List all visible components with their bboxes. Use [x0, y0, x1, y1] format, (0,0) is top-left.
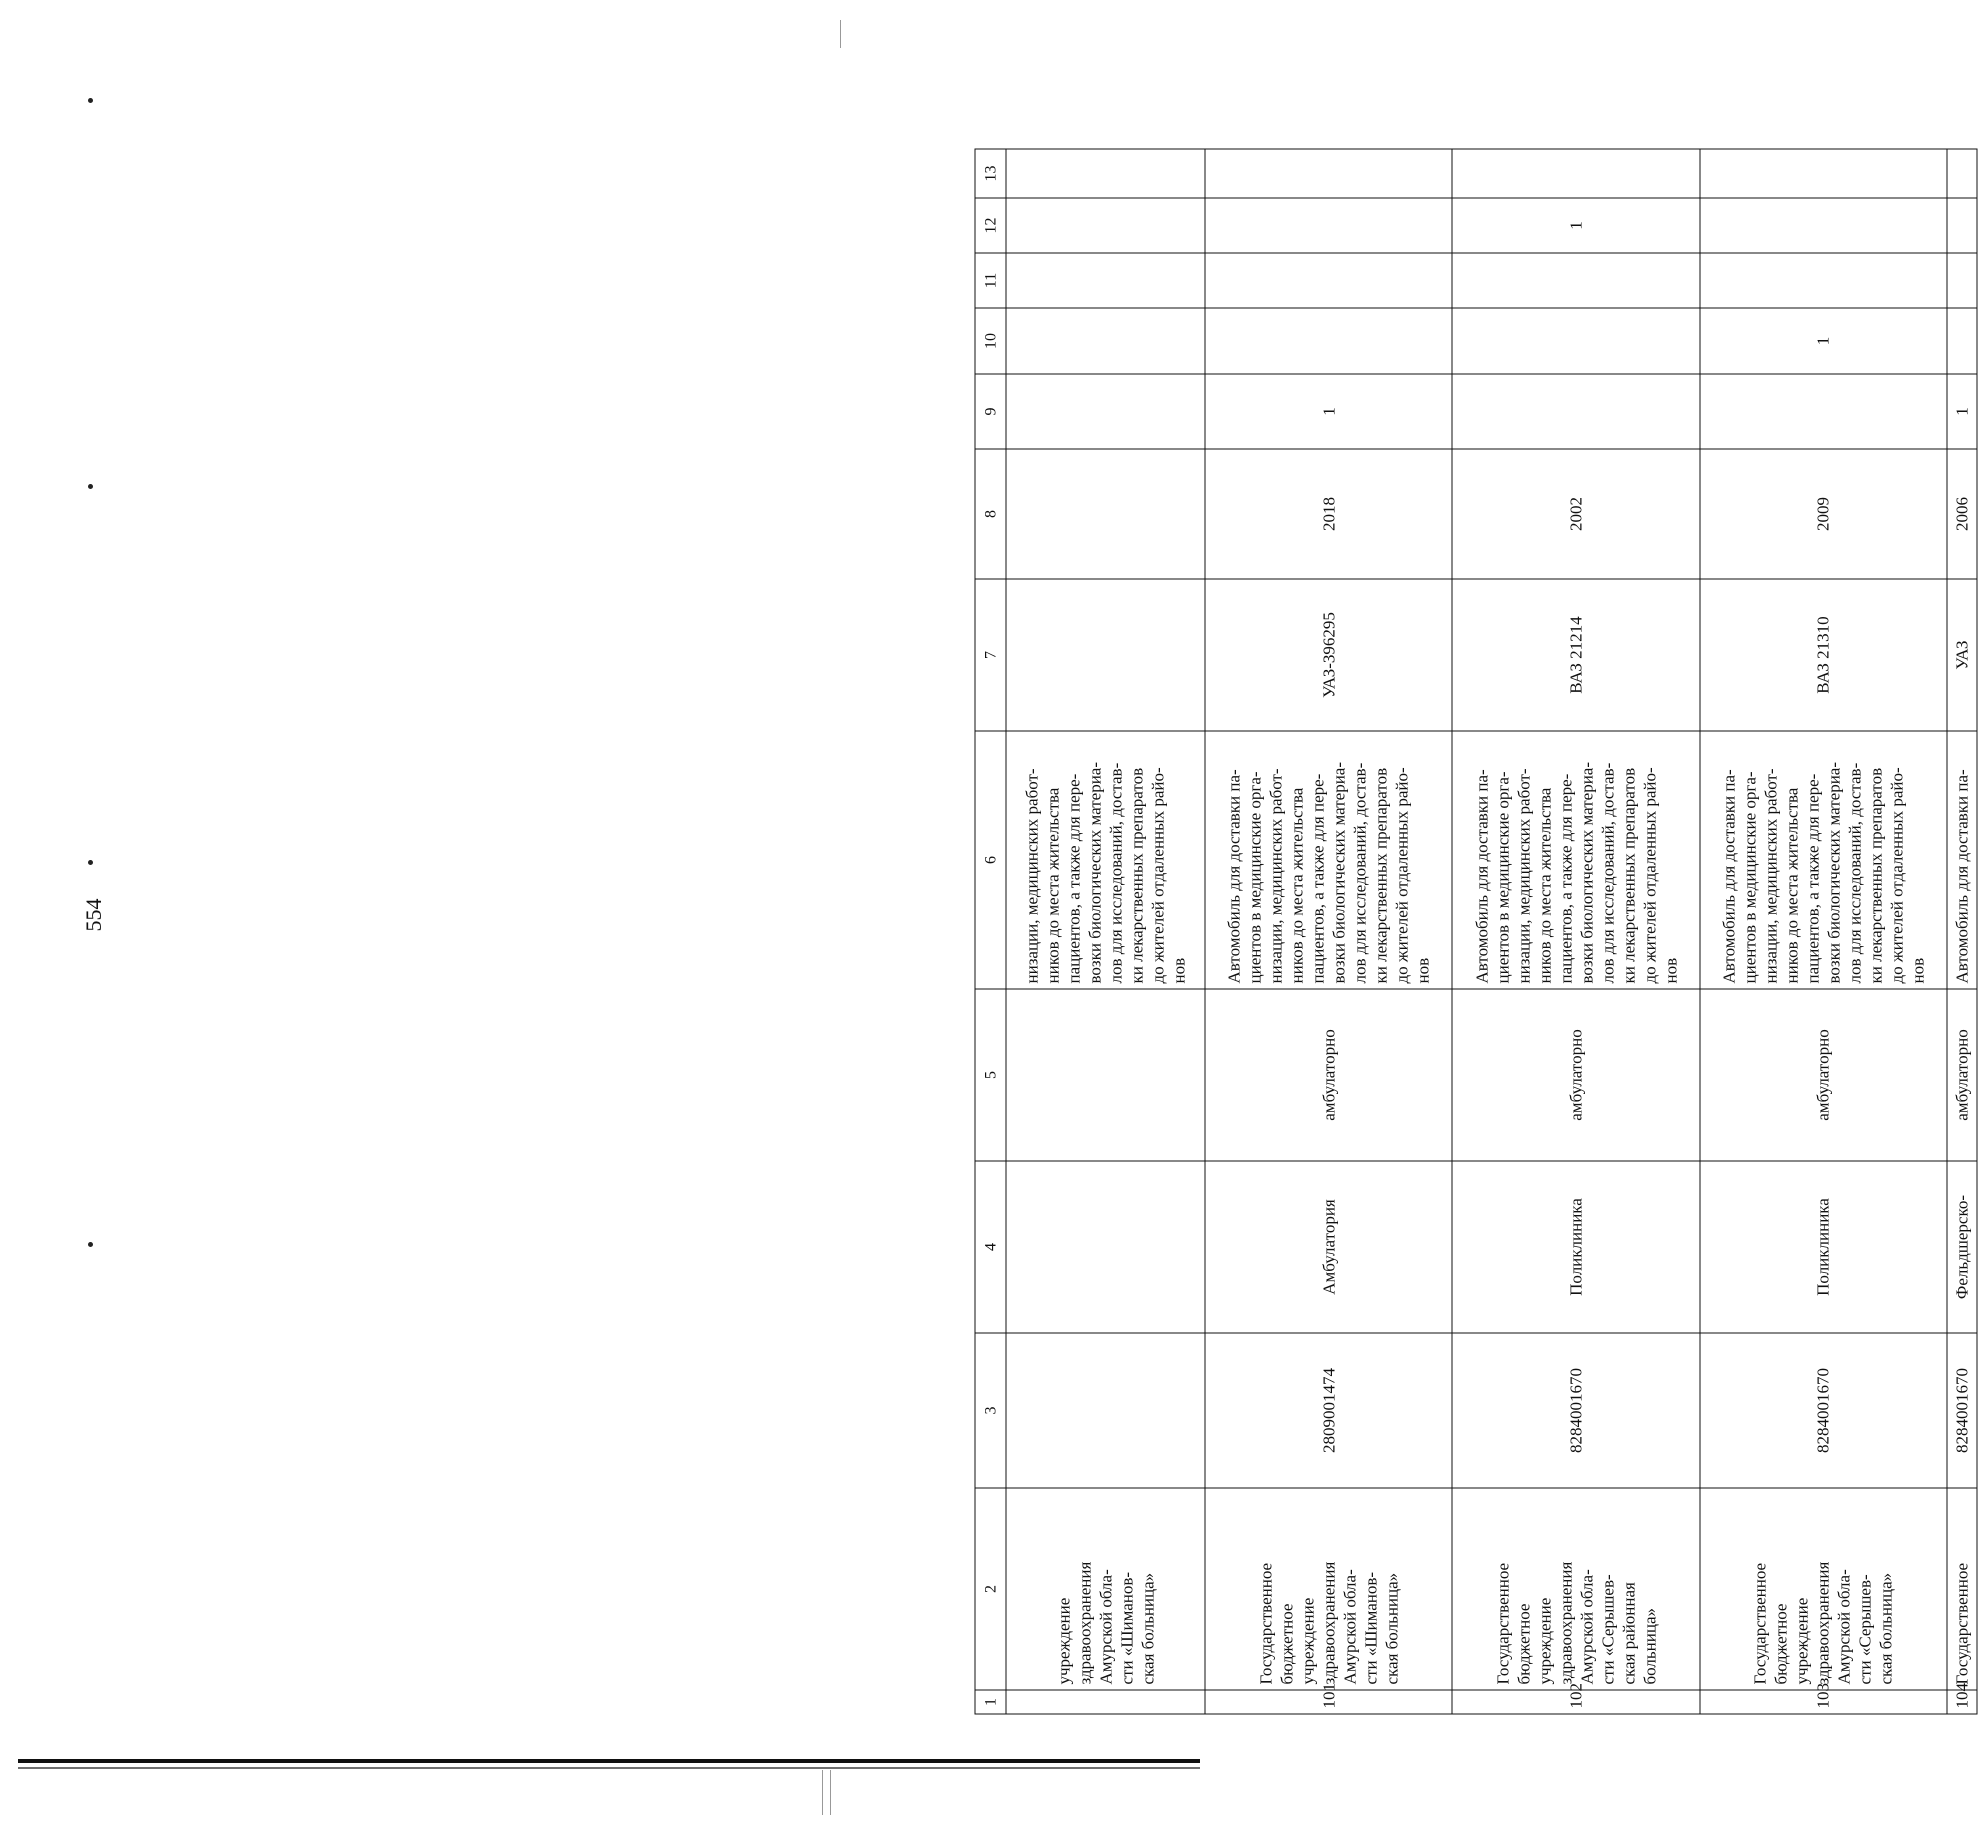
data-table — [975, 149, 1978, 1715]
table-row — [1947, 149, 1977, 1714]
cell-inn: 8284001670 — [1947, 1333, 1977, 1488]
cell-year: 2018 — [1205, 449, 1452, 579]
cell-count — [1452, 374, 1699, 449]
cell-organization: учреждение здравоохранения Амурской обла- сти «Шиманов- ская больница» — [1006, 1488, 1205, 1690]
cell-number: 103 — [1700, 1690, 1947, 1714]
scan-speck — [88, 860, 93, 865]
cell-number: 104 — [1947, 1690, 1977, 1714]
cell-inn — [1006, 1333, 1205, 1488]
table-frame — [975, 150, 1978, 1715]
column-header: 8 — [975, 449, 1006, 579]
column-header: 2 — [975, 1488, 1006, 1690]
column-header: 12 — [975, 198, 1006, 253]
cell-purpose: низации, медицинских работ- ников до места жительства пациентов, а также для пере- возки биологических материа- лов для исследований, достав- ки лекарственных препаратов до жителей отдаленных райо- нов — [1006, 731, 1205, 989]
cell-count — [1700, 149, 1947, 198]
column-header: 3 — [975, 1333, 1006, 1488]
cell-count — [1947, 149, 1977, 198]
cell-unit: Поликлиника — [1700, 1161, 1947, 1333]
cell-count — [1006, 253, 1205, 308]
cell-number: 102 — [1452, 1690, 1699, 1714]
scan-margin-mark — [830, 1770, 831, 1815]
cell-unit: Фельдшерско- — [1947, 1161, 1977, 1333]
scan-margin-mark — [840, 20, 841, 48]
cell-model: ВАЗ 21214 — [1452, 579, 1699, 731]
cell-purpose: Автомобиль для доставки па- — [1947, 731, 1977, 989]
page-number: 554 — [81, 898, 106, 932]
cell-count: 1 — [1452, 198, 1699, 253]
cell-organization: Государственное — [1947, 1488, 1977, 1690]
cell-count — [1006, 198, 1205, 253]
cell-year — [1006, 449, 1205, 579]
cell-purpose: Автомобиль для доставки па- циентов в медицинские орга- низации, медицинских работ- ников до места жительства пациентов, а также для пере- возки биологических материа- лов для исследований, достав- ки лекарственных препаратов до жителей отдаленных райо- нов — [1205, 731, 1452, 989]
cell-care-type: амбулаторно — [1205, 989, 1452, 1161]
cell-count: 1 — [1205, 374, 1452, 449]
cell-unit: Амбулатория — [1205, 1161, 1452, 1333]
cell-model: ВАЗ 21310 — [1700, 579, 1947, 731]
cell-count — [1006, 374, 1205, 449]
table-row — [1006, 149, 1205, 1714]
cell-count — [1452, 308, 1699, 374]
cell-count — [1006, 149, 1205, 198]
scan-margin-mark — [822, 1770, 823, 1815]
cell-count — [1205, 253, 1452, 308]
cell-count: 1 — [1947, 374, 1977, 449]
table-row — [1700, 149, 1947, 1714]
cell-count — [1205, 149, 1452, 198]
cell-number — [1006, 1690, 1205, 1714]
table-row — [1205, 149, 1452, 1714]
cell-count — [1947, 198, 1977, 253]
cell-model: УАЗ-396295 — [1205, 579, 1452, 731]
scan-speck — [88, 1242, 93, 1247]
column-header: 11 — [975, 253, 1006, 308]
cell-count — [1947, 308, 1977, 374]
scan-edge-bar — [18, 1767, 1200, 1769]
cell-inn: 2809001474 — [1205, 1333, 1452, 1488]
column-header: 9 — [975, 374, 1006, 449]
scan-edge-bar — [18, 1759, 1200, 1763]
cell-count — [1700, 253, 1947, 308]
cell-unit: Поликлиника — [1452, 1161, 1699, 1333]
cell-care-type: амбулаторно — [1700, 989, 1947, 1161]
cell-care-type: амбулаторно — [1452, 989, 1699, 1161]
cell-purpose: Автомобиль для доставки па- циентов в медицинские орга- низации, медицинских работ- ников до места жительства пациентов, а также для пере- возки биологических материа- лов для исследований, достав- ки лекарственных препаратов до жителей отдаленных райо- нов — [1700, 731, 1947, 989]
cell-count — [1700, 198, 1947, 253]
cell-organization: Государственное бюджетное учреждение здравоохранения Амурской обла- сти «Шиманов- ская больница» — [1205, 1488, 1452, 1690]
cell-count — [1700, 374, 1947, 449]
cell-count — [1452, 253, 1699, 308]
cell-count — [1205, 198, 1452, 253]
column-header: 10 — [975, 308, 1006, 374]
cell-count: 1 — [1700, 308, 1947, 374]
cell-inn: 8284001670 — [1452, 1333, 1699, 1488]
table-row — [1452, 149, 1699, 1714]
cell-model: УАЗ — [1947, 579, 1977, 731]
cell-count — [1947, 253, 1977, 308]
column-header: 4 — [975, 1161, 1006, 1333]
cell-count — [1452, 149, 1699, 198]
column-header: 5 — [975, 989, 1006, 1161]
cell-organization: Государственное бюджетное учреждение здравоохранения Амурской обла- сти «Серышев- ская больница» — [1700, 1488, 1947, 1690]
cell-year: 2006 — [1947, 449, 1977, 579]
cell-unit — [1006, 1161, 1205, 1333]
column-header: 7 — [975, 579, 1006, 731]
cell-count — [1205, 308, 1452, 374]
cell-year: 2009 — [1700, 449, 1947, 579]
cell-year: 2002 — [1452, 449, 1699, 579]
cell-number: 101 — [1205, 1690, 1452, 1714]
cell-model — [1006, 579, 1205, 731]
cell-care-type: амбулаторно — [1947, 989, 1977, 1161]
cell-inn: 8284001670 — [1700, 1333, 1947, 1488]
scan-speck — [88, 98, 93, 103]
cell-count — [1006, 308, 1205, 374]
cell-organization: Государственное бюджетное учреждение здравоохранения Амурской обла- сти «Серышев- ская районная больница» — [1452, 1488, 1699, 1690]
cell-purpose: Автомобиль для доставки па- циентов в медицинские орга- низации, медицинских работ- ников до места жительства пациентов, а также для пере- возки биологических материа- лов для исследований, достав- ки лекарственных препаратов до жителей отдаленных райо- нов — [1452, 731, 1699, 989]
scan-speck — [88, 484, 93, 489]
header-row — [975, 149, 1006, 1714]
column-header: 6 — [975, 731, 1006, 989]
column-header: 1 — [975, 1690, 1006, 1714]
cell-care-type — [1006, 989, 1205, 1161]
column-header: 13 — [975, 149, 1006, 198]
